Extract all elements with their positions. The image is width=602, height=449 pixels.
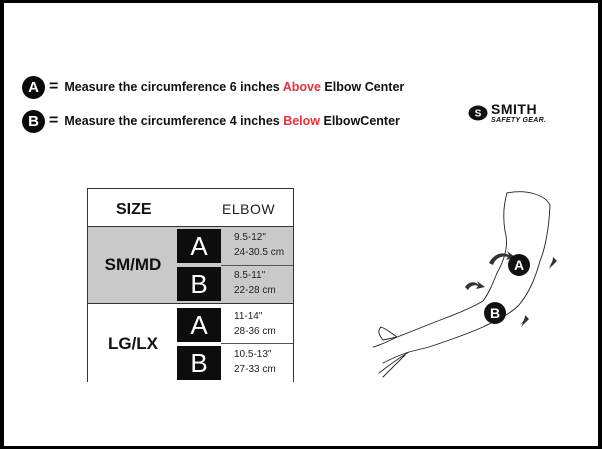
size-group-sm-md bbox=[88, 226, 293, 304]
badge-b: B bbox=[22, 110, 45, 133]
size-table bbox=[87, 188, 294, 382]
row-inches: 11-14" bbox=[234, 311, 263, 322]
marker-b-label: B bbox=[489, 305, 501, 321]
arm-illustration bbox=[369, 189, 569, 379]
legend-a-prefix: Measure the circumference 6 inches bbox=[64, 80, 283, 94]
size-row-b bbox=[177, 265, 293, 303]
legend-b-equals: = bbox=[49, 112, 59, 129]
legend-a-suffix: Elbow Center bbox=[320, 80, 405, 94]
size-label: SM/MD bbox=[104, 255, 162, 274]
legend-b-highlight: Below bbox=[283, 114, 321, 128]
badge-a: A bbox=[22, 76, 45, 99]
row-cm: 22-28 cm bbox=[234, 285, 276, 296]
brand-emblem-icon bbox=[468, 105, 488, 121]
row-letter: B bbox=[177, 267, 221, 301]
legend-b-suffix: ElbowCenter bbox=[320, 114, 400, 128]
legend-a-highlight: Above bbox=[282, 80, 321, 94]
legend-a-row bbox=[22, 75, 404, 99]
header-elbow: ELBOW bbox=[222, 201, 276, 217]
row-cm: 24-30.5 cm bbox=[234, 247, 285, 258]
brand-tagline: SAFETY GEAR. bbox=[491, 117, 547, 124]
size-group-lg-lx bbox=[88, 306, 293, 382]
row-cm: 27-33 cm bbox=[234, 364, 276, 375]
header-size: SIZE bbox=[116, 201, 152, 218]
brand-name: SMITH bbox=[491, 101, 538, 117]
arm-outline bbox=[409, 192, 550, 352]
row-values bbox=[234, 347, 276, 377]
row-values bbox=[234, 230, 284, 260]
size-row-a bbox=[177, 306, 293, 344]
legend-a-equals: = bbox=[49, 78, 59, 95]
size-row-a bbox=[177, 227, 293, 265]
row-inches: 9.5-12" bbox=[234, 232, 266, 243]
brand-logo bbox=[468, 102, 546, 124]
row-letter: B bbox=[177, 346, 221, 380]
size-label: LG/LX bbox=[107, 334, 159, 353]
row-letter: A bbox=[177, 229, 221, 263]
legend-b-text bbox=[64, 114, 400, 128]
row-inches: 8.5-11" bbox=[234, 270, 266, 281]
row-cm: 28-36 cm bbox=[234, 326, 276, 337]
row-letter: A bbox=[177, 308, 221, 342]
svg-text:S: S bbox=[474, 108, 482, 120]
size-row-b bbox=[177, 344, 293, 382]
row-values bbox=[234, 309, 276, 339]
legend-b-row bbox=[22, 109, 400, 133]
table-header bbox=[88, 189, 293, 226]
row-inches: 10.5-13" bbox=[234, 349, 272, 360]
legend-b-prefix: Measure the circumference 4 inches bbox=[64, 114, 284, 128]
marker-a-label: A bbox=[513, 257, 525, 273]
row-values bbox=[234, 268, 276, 298]
legend-a-text bbox=[64, 80, 404, 94]
size-chart-page bbox=[4, 3, 598, 446]
